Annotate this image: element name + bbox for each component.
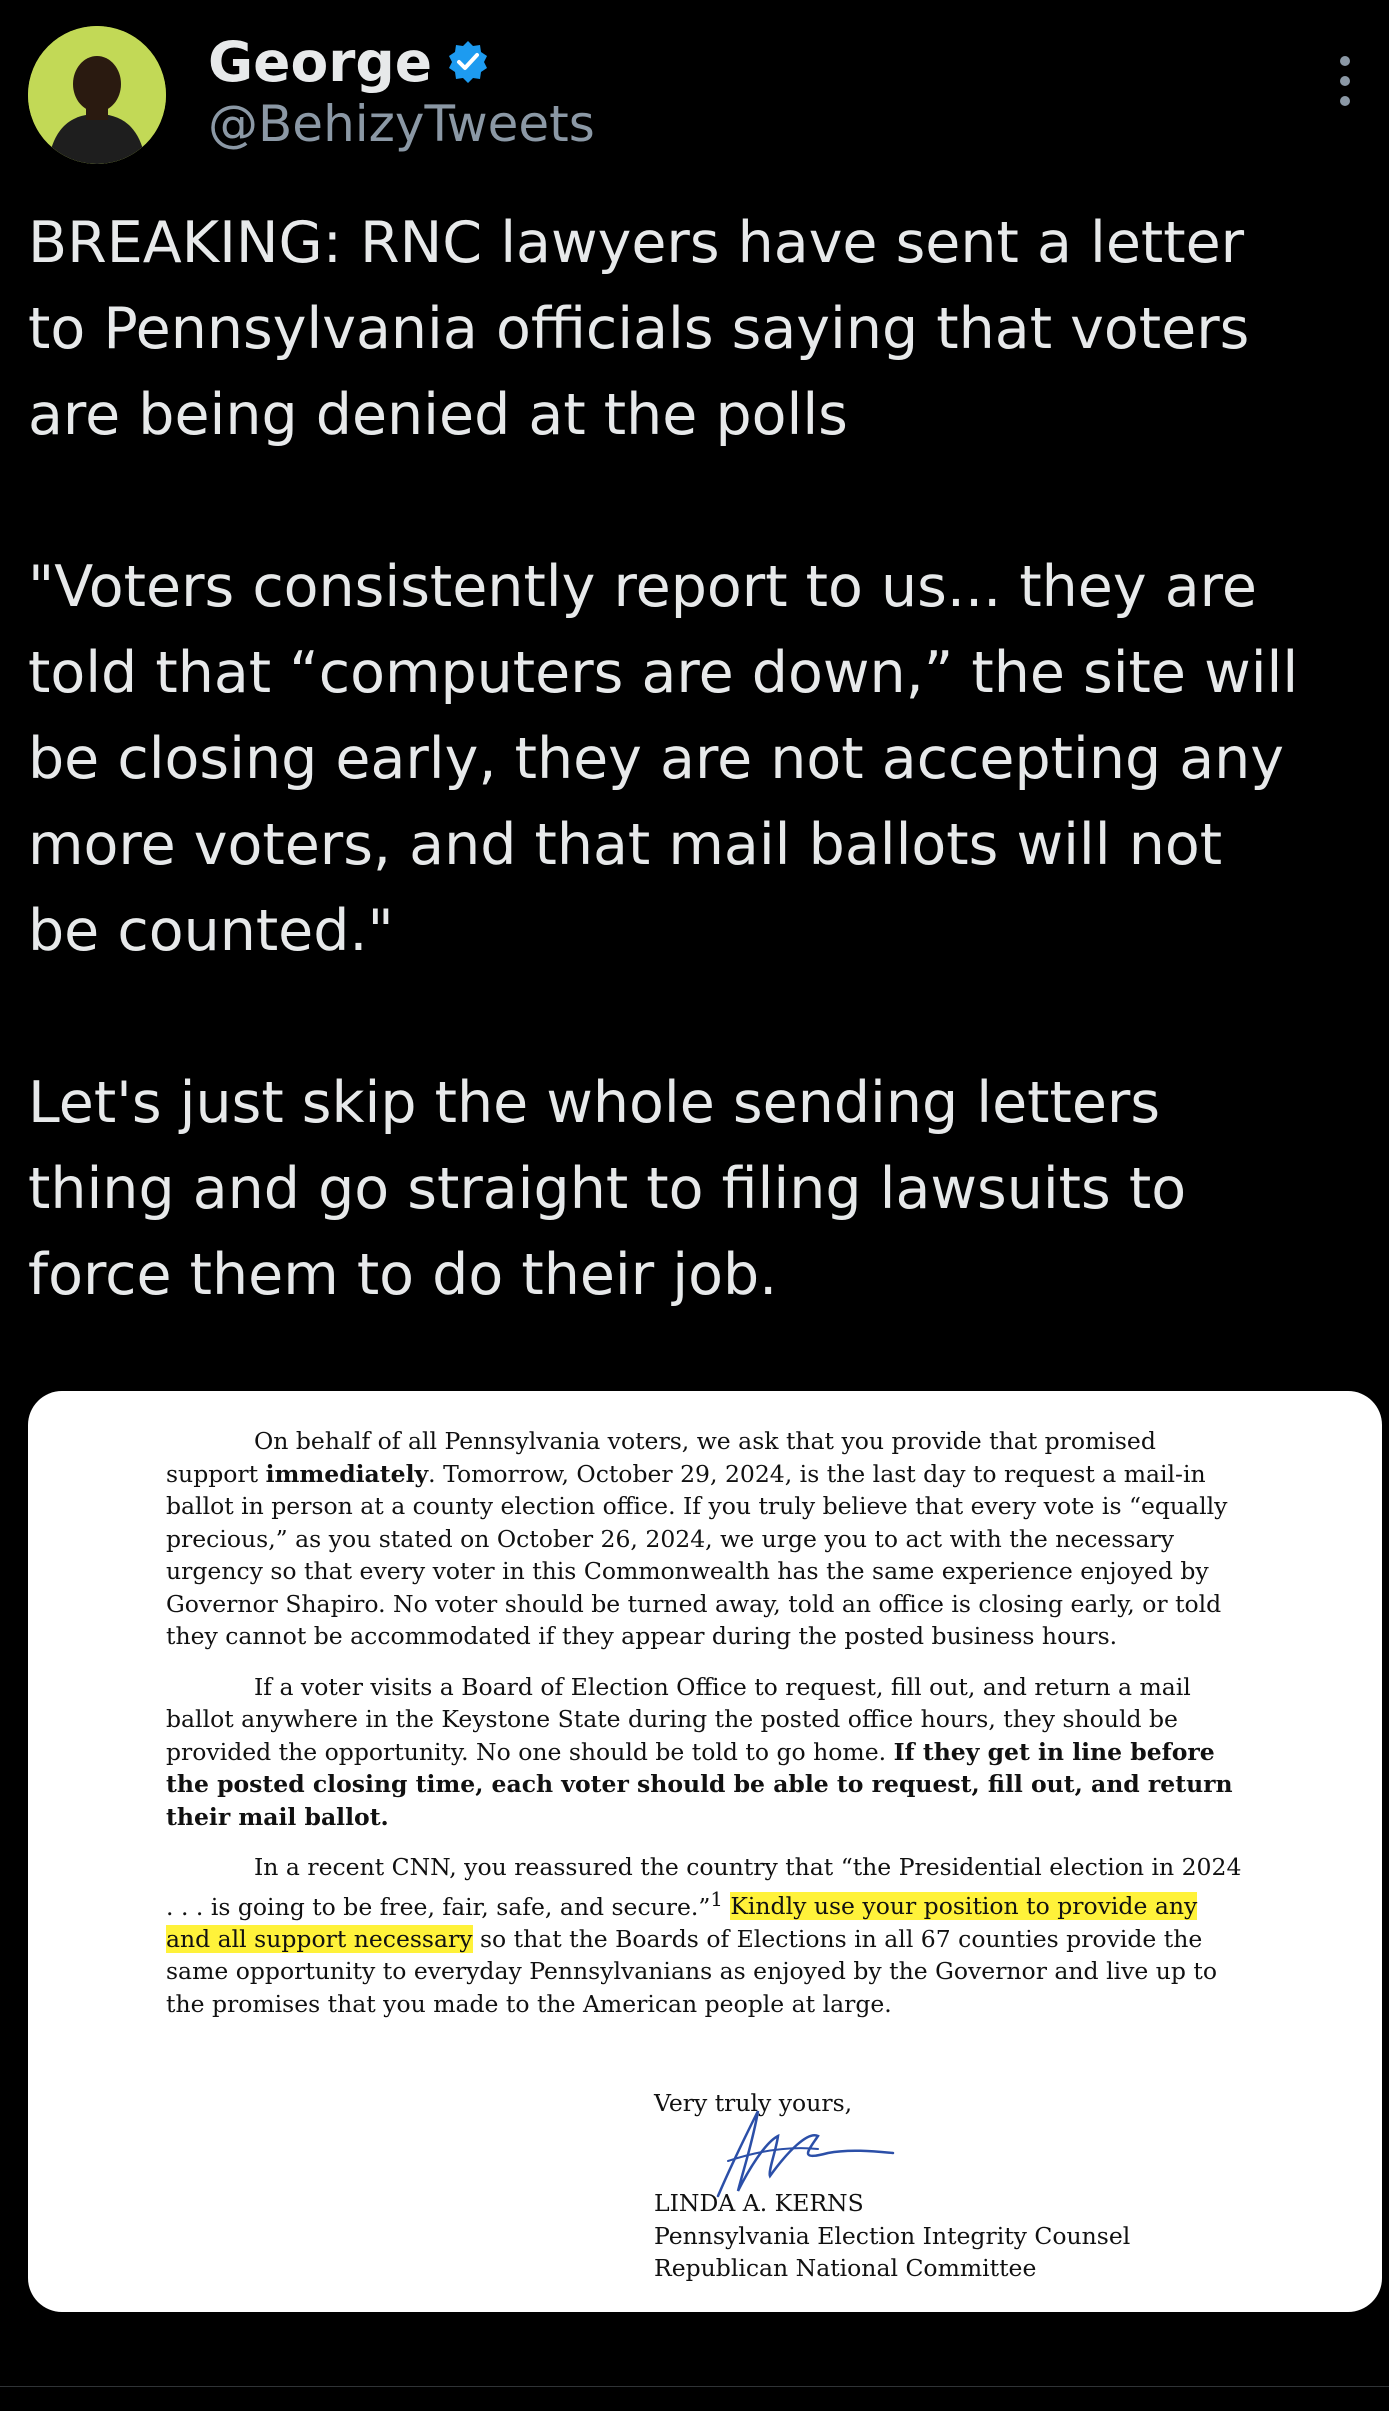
letter-text: If a voter visits a Board of Election Office to request, fill out, and return a mail ballot anywhere in the Keystone State during the posted office hours, they should be provided the opportunity. No one should be told to go home. [166,1672,1191,1766]
letter-paragraph-1 [166,1425,1246,1653]
signer-name: LINDA A. KERNS [654,2189,864,2217]
letter-bold-text: If they get in line before the posted closing time, each voter should be able to request, fill out, and return their mail ballot. [166,1737,1233,1831]
letter-text: In a recent CNN, you reassured the country that “the Presidential election in 2024 . . . is going to be free, fair, safe, and secure.” [166,1853,1242,1921]
signer-title: Pennsylvania Election Integrity Counsel [654,2221,1131,2250]
avatar-image [28,26,166,164]
letter-paragraph-3 [166,1851,1246,2020]
footnote-marker: 1 [710,1887,723,1911]
tweet-image[interactable] [28,1391,1382,2312]
tweet-body [28,200,1368,1318]
dot-icon [1340,76,1350,86]
signer-organization: Republican National Committee [654,2254,1037,2282]
tweet-paragraph-2: "Voters consistently report to us... they are told that “computers are down,” the site will be closing early, they are not accepting any more voters, and that mail ballots will not be counted." [28,554,1299,964]
letter-bold-text: immediately [265,1459,429,1488]
author-name[interactable]: George [208,30,433,94]
letter-signoff: Very truly yours, [654,2089,853,2117]
author-name-row [208,32,492,92]
letter-text: On behalf of all Pennsylvania voters, we ask that you provide that promised support [166,1427,1156,1488]
author-handle[interactable]: @BehizyTweets [208,95,595,153]
letter-text: . Tomorrow, October 29, 2024, is the last day to request a mail-in ballot in person at a county election office. If you truly believe that every vote is “equally precious,” as you stated on October 26, 2024, we urge you to act with the necessary urgency so that every voter in this Commonwealth has the same experience enjoyed by Governor Shapiro. No voter should be turned away, told an office is closing early, or told they cannot be accommodated if they appear during the posted business hours. [166,1459,1228,1650]
divider [0,2386,1389,2387]
dot-icon [1340,96,1350,106]
verified-badge-icon [444,38,492,86]
tweet-header [28,26,1361,166]
dot-icon [1340,56,1350,66]
avatar[interactable] [28,26,166,164]
highlighted-text: Kindly use your position to provide any and all support necessary [166,1892,1198,1953]
tweet-paragraph-3: Let's just skip the whole sending letters thing and go straight to filing lawsuits to force them to do their job. [28,1070,1187,1308]
letter-body [166,1425,1246,2038]
letter-text: so that the Boards of Elections in all 67 counties provide the same opportunity to everyday Pennsylvanians as enjoyed by the Governor and live up to the promises that you made to the American people at large. [166,1924,1217,2018]
more-options-icon[interactable] [1333,56,1357,106]
signature-block [654,2187,1130,2285]
tweet-paragraph-1: BREAKING: RNC lawyers have sent a letter to Pennsylvania officials saying that voters are being denied at the polls [28,210,1250,448]
letter-paragraph-2 [166,1671,1246,1834]
